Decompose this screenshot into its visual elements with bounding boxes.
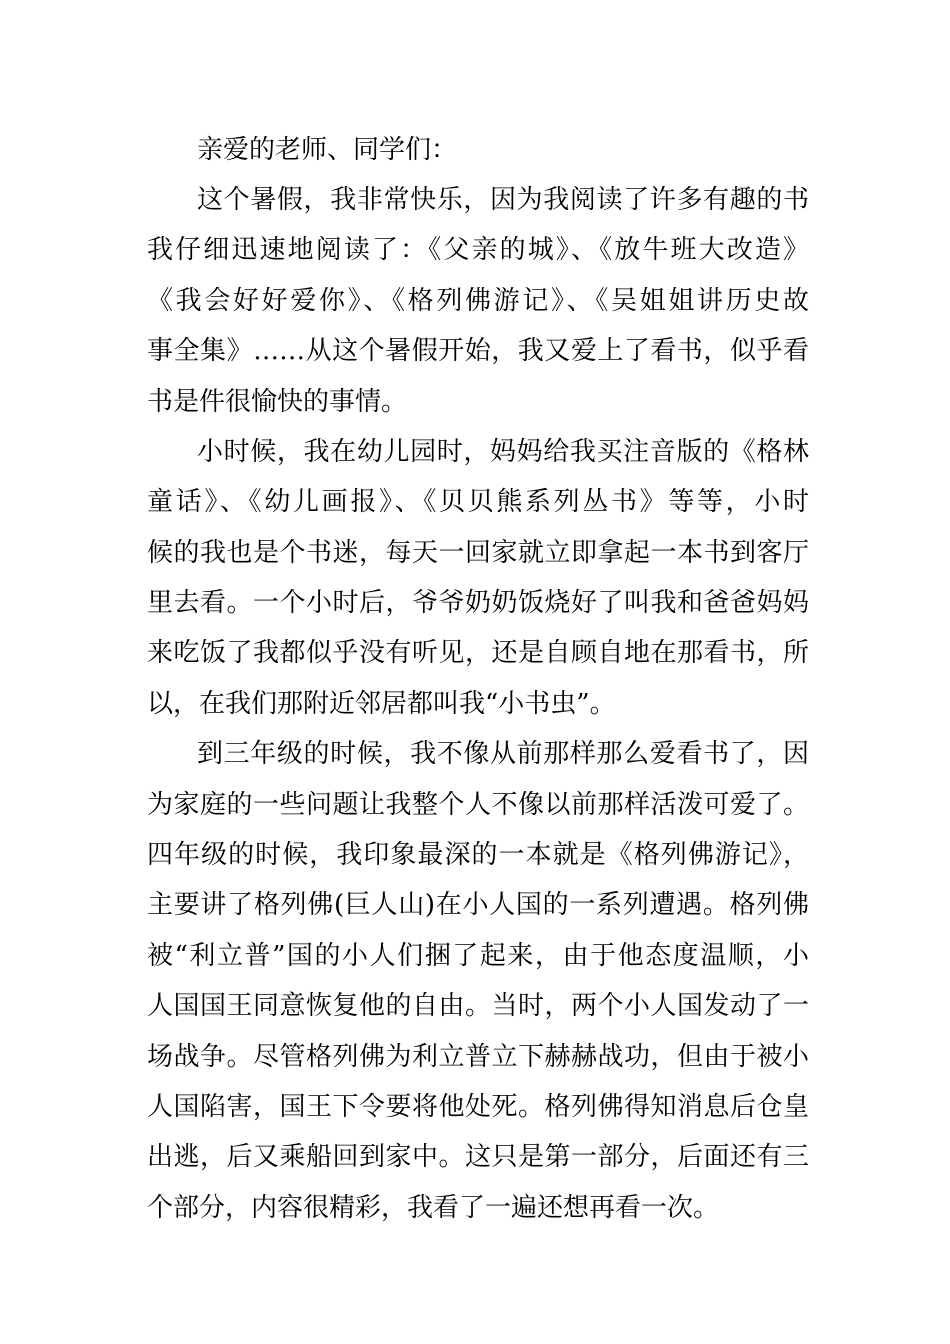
paragraph-1-line-2: 我仔细迅速地阅读了：《父亲的城》、《放牛班大改造》 (147, 235, 809, 265)
paragraph-2-line-6: 以，在我们那附近邻居都叫我“小书虫”。 (147, 689, 616, 719)
paragraph-1-line-5: 书是件很愉快的事情。 (147, 387, 408, 417)
paragraph-3-line-8: 人国陷害，国王下令要将他处死。格列佛得知消息后仓皇 (147, 1092, 809, 1122)
paragraph-3-line-7: 场战争。尽管格列佛为利立普立下赫赫战功，但由于被小 (147, 1042, 809, 1072)
paragraph-2-line-1: 小时候，我在幼儿园时，妈妈给我买注音版的《格林 (197, 437, 809, 467)
paragraph-3-line-10: 个部分，内容很精彩，我看了一遍还想再看一次。 (147, 1193, 720, 1223)
paragraph-2-line-4: 里去看。一个小时后，爷爷奶奶饭烧好了叫我和爸爸妈妈 (147, 588, 809, 618)
paragraph-3-line-1: 到三年级的时候，我不像从前那样那么爱看书了，因 (197, 739, 809, 769)
paragraph-1-line-3: 《我会好好爱你》、《格列佛游记》、《吴姐姐讲历史故 (147, 286, 809, 316)
paragraph-3-line-3: 四年级的时候，我印象最深的一本就是《格列佛游记》， (147, 840, 809, 870)
paragraph-2-line-2: 童话》、《幼儿画报》、《贝贝熊系列丛书》等等，小时 (147, 487, 809, 517)
paragraph-1-line-1: 这个暑假，我非常快乐，因为我阅读了许多有趣的书 (197, 185, 809, 215)
paragraph-1-line-4: 事全集》……从这个暑假开始，我又爱上了看书，似乎看 (147, 336, 809, 366)
paragraph-2-line-3: 候的我也是个书迷，每天一回家就立即拿起一本书到客厅 (147, 538, 809, 568)
paragraph-3-line-5: 被“利立普”国的小人们捆了起来，由于他态度温顺，小 (147, 941, 809, 971)
paragraph-2-line-5: 来吃饭了我都似乎没有听见，还是自顾自地在那看书，所 (147, 638, 809, 668)
paragraph-3-line-4: 主要讲了格列佛(巨人山)在小人国的一系列遭遇。格列佛 (147, 890, 809, 920)
paragraph-3-line-2: 为家庭的一些问题让我整个人不像以前那样活泼可爱了。 (147, 790, 809, 820)
paragraph-3-line-6: 人国国王同意恢复他的自由。当时，两个小人国发动了一 (147, 991, 809, 1021)
paragraph-3-line-9: 出逃，后又乘船回到家中。这只是第一部分，后面还有三 (147, 1142, 809, 1172)
greeting-line: 亲爱的老师、同学们： (197, 135, 458, 165)
